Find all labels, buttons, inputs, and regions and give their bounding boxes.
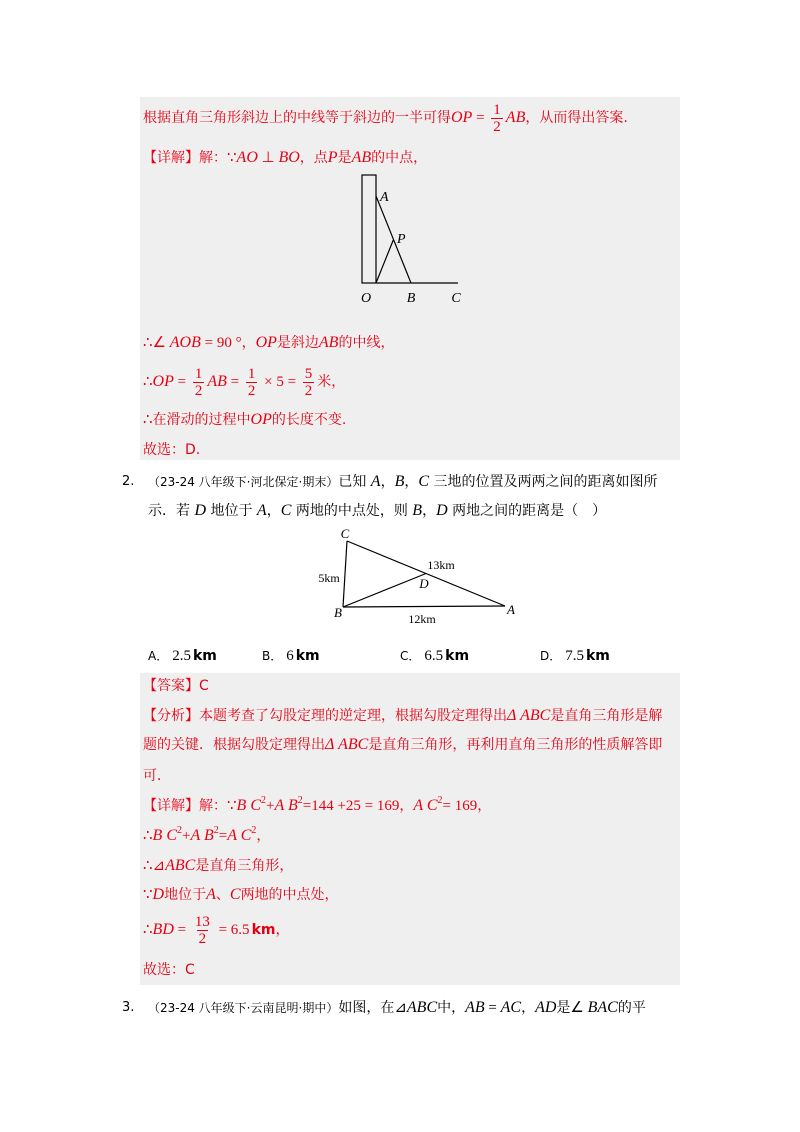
point-label-b: B	[334, 605, 342, 620]
math-symbol: ∵	[227, 798, 237, 814]
text-run: 故选：D.	[143, 442, 201, 458]
detail-line	[143, 855, 293, 877]
option-value: 6.5	[424, 648, 444, 664]
question-text-line	[148, 500, 606, 522]
text-run: 故选：C	[143, 962, 195, 978]
math-symbol: =	[472, 110, 489, 126]
math-symbol: × 5 =	[260, 374, 300, 390]
math-variable: C	[229, 886, 241, 903]
text-run: 的中线，	[338, 335, 395, 351]
text-run: 是直角三角形，再利用直角三角形的性质解答即	[368, 737, 663, 753]
length-label-ab: 12km	[408, 612, 436, 626]
fraction-denominator: 2	[198, 930, 207, 947]
point-label-a: A	[380, 190, 389, 205]
math-variable: Δ ABC	[507, 707, 551, 724]
math-variable: A B	[190, 827, 214, 844]
math-variable: A C	[413, 797, 438, 814]
text-run: ，	[380, 474, 395, 490]
detail-line	[143, 825, 270, 847]
superscript: 2	[251, 825, 257, 836]
option-label: C．	[400, 649, 421, 663]
answer-choice-line	[143, 959, 195, 981]
math-variable: AB	[207, 373, 227, 390]
text-run: 已知	[338, 474, 371, 490]
fraction	[491, 102, 503, 135]
side-ab	[343, 606, 505, 607]
text-run: 、	[215, 887, 230, 903]
math-symbol: =	[226, 374, 243, 390]
text-run: ，	[399, 798, 414, 814]
text-run: 是直角三角形，	[195, 858, 294, 874]
detail-line	[143, 884, 339, 906]
text-run: ，	[422, 503, 437, 519]
fraction-denominator: 2	[304, 382, 313, 399]
math-symbol: +	[266, 798, 275, 814]
wall	[362, 175, 376, 283]
math-variable: BAC	[587, 999, 618, 1016]
math-symbol: ⊥	[257, 150, 279, 166]
math-symbol: = 169	[442, 798, 478, 814]
math-symbol: = 90 °	[200, 335, 242, 351]
analysis-line	[143, 98, 628, 138]
point-label-c: C	[451, 291, 461, 306]
text-run: 在滑动的过程中	[152, 412, 251, 428]
math-symbol: =144 +25 = 169	[302, 798, 400, 814]
option-a	[148, 645, 217, 667]
question-number: 2.	[122, 474, 135, 489]
math-variable: OP	[152, 373, 174, 390]
math-variable: OP	[451, 109, 473, 126]
fraction-denominator: 2	[493, 118, 501, 135]
math-variable: AO	[236, 149, 258, 166]
text-run: ，从而得出答案.	[525, 110, 628, 126]
fraction	[193, 914, 212, 947]
text-run: ，	[521, 1000, 536, 1016]
math-symbol: ∴	[143, 828, 153, 844]
text-run: 是	[556, 1000, 571, 1016]
math-symbol: =	[484, 1000, 501, 1016]
math-symbol: +	[182, 828, 191, 844]
option-value: 7.5	[565, 648, 584, 664]
math-variable: AD	[535, 999, 557, 1016]
math-symbol: = 6.5	[214, 922, 250, 938]
text-run: ，	[266, 503, 281, 519]
math-variable: AC	[500, 999, 522, 1016]
superscript: 2	[437, 795, 443, 806]
analysis-line	[143, 765, 171, 787]
math-variable: OP	[255, 334, 277, 351]
segment-bd	[343, 574, 426, 608]
text-run: ，	[275, 922, 290, 938]
math-symbol: ∵	[227, 150, 237, 166]
text-run: 的平	[617, 1000, 646, 1016]
option-unit: km	[295, 648, 320, 664]
math-symbol: =	[218, 828, 228, 844]
math-symbol: ∴	[143, 922, 153, 938]
option-value: 2.5	[172, 648, 191, 664]
math-variable: B	[412, 502, 423, 519]
math-symbol: ∵	[143, 887, 153, 903]
segment-op	[376, 240, 394, 284]
detail-line	[143, 910, 289, 950]
math-variable: AB	[318, 334, 339, 351]
point-label-d: D	[419, 576, 429, 591]
math-variable: A	[370, 473, 381, 490]
unit-label: km	[251, 922, 276, 938]
point-label-b: B	[406, 291, 416, 306]
text-run: 【答案】C	[143, 678, 209, 694]
option-unit: km	[445, 648, 470, 664]
math-variable: A C	[227, 827, 252, 844]
source-note: （23-24 八年级下·河北保定·期末）	[148, 475, 339, 489]
option-label: A．	[148, 649, 169, 663]
text-run: 【详解】解：	[143, 150, 227, 166]
math-symbol: =	[173, 922, 190, 938]
option-b	[262, 645, 320, 667]
text-run: 两地之间的距离是（ ）	[447, 503, 607, 519]
fraction-numerator: 5	[304, 365, 313, 382]
source-note: （23-24 八年级下·云南昆明·期中）	[148, 1001, 339, 1015]
math-variable: A B	[274, 797, 298, 814]
text-run: ，	[256, 828, 271, 844]
math-symbol: ∴∠	[143, 335, 170, 351]
point-label-p: P	[397, 232, 406, 247]
option-value: 6	[286, 648, 294, 664]
option-d	[540, 645, 610, 667]
fraction-denominator: 2	[247, 382, 256, 399]
fraction-denominator: 2	[194, 382, 203, 399]
math-variable: AB	[465, 999, 485, 1016]
math-symbol: ∴	[143, 412, 153, 428]
answer-line	[143, 675, 209, 697]
option-unit: km	[586, 648, 610, 664]
fraction-numerator: 1	[194, 365, 203, 382]
fraction	[246, 366, 258, 399]
math-variable: D	[152, 886, 165, 903]
math-variable: A	[256, 502, 267, 519]
text-run: ，	[404, 474, 419, 490]
math-symbol: ⊿	[394, 1000, 407, 1016]
analysis-line	[143, 734, 662, 756]
text-run: 米，	[317, 374, 346, 390]
math-variable: B	[394, 473, 405, 490]
math-symbol: ∴	[143, 374, 153, 390]
answer-choice-line	[143, 439, 200, 461]
text-run: 【详解】解：	[143, 798, 227, 814]
superscript: 2	[261, 795, 266, 806]
fraction-numerator: 1	[493, 101, 501, 118]
detail-line	[143, 795, 491, 817]
ladder-figure	[340, 170, 480, 310]
text-run: 示．若	[148, 503, 195, 519]
fraction-numerator: 13	[194, 913, 210, 930]
point-label-a: A	[507, 602, 515, 617]
question-text-line	[148, 471, 657, 493]
text-run: 地位于	[206, 503, 257, 519]
math-variable: D	[194, 502, 207, 519]
text-run: 中，	[437, 1000, 466, 1016]
fraction	[303, 366, 315, 399]
superscript: 2	[213, 825, 219, 836]
math-variable: C	[418, 473, 430, 490]
superscript: 2	[177, 825, 182, 836]
math-symbol: ∴⊿	[143, 858, 166, 874]
text-run: ，	[477, 798, 492, 814]
text-run: 三地的位置及两两之间的距离如图所	[429, 474, 658, 490]
math-variable: BD	[152, 921, 174, 938]
question-text-line	[148, 997, 646, 1019]
math-variable: OP	[250, 411, 272, 428]
math-variable: Δ ABC	[325, 736, 369, 753]
math-variable: A	[206, 886, 216, 903]
length-label-ac: 13km	[427, 558, 455, 572]
math-variable: D	[436, 502, 448, 519]
math-symbol: ∠	[570, 1000, 588, 1016]
detail-line	[143, 147, 427, 169]
text-run: 题的关键．根据勾股定理得出	[143, 737, 325, 753]
text-run: 地位于	[164, 887, 207, 903]
text-run: 是	[337, 150, 352, 166]
point-label-o: O	[360, 291, 372, 306]
detail-line	[143, 409, 346, 431]
text-run: 是斜边	[276, 335, 319, 351]
text-run: 两地的中点处，则	[291, 503, 413, 519]
option-c	[400, 645, 469, 667]
math-variable: B C	[152, 827, 177, 844]
math-variable: AOB	[169, 334, 201, 351]
text-run: ，点	[299, 150, 328, 166]
option-unit: km	[192, 648, 217, 664]
side-bc	[343, 541, 347, 607]
text-run: 根据直角三角形斜边上的中线等于斜边的一半可得	[143, 110, 451, 126]
text-run: 如图，在	[338, 1000, 395, 1016]
text-run: 是直角三角形是解	[550, 708, 663, 724]
analysis-line	[143, 705, 662, 727]
detail-line	[143, 332, 394, 354]
triangle-figure	[300, 525, 530, 630]
length-label-bc: 5km	[318, 571, 340, 585]
text-run: ，	[241, 335, 256, 351]
option-label: B．	[262, 649, 283, 663]
point-label-c: C	[340, 526, 350, 541]
math-variable: C	[280, 502, 292, 519]
math-variable: BO	[278, 149, 300, 166]
text-run: 的中点，	[371, 150, 428, 166]
math-variable: B C	[236, 797, 261, 814]
math-symbol: =	[173, 374, 190, 390]
detail-line	[143, 362, 345, 402]
math-variable: ABC	[165, 857, 196, 874]
superscript: 2	[297, 795, 303, 806]
fraction	[193, 366, 205, 399]
option-label: D．	[540, 649, 562, 663]
math-variable: ABC	[406, 999, 438, 1016]
text-run: 可．	[143, 768, 171, 784]
math-variable: AB	[505, 109, 526, 126]
text-run: 【分析】本题考查了勾股定理的逆定理，根据勾股定理得出	[143, 708, 507, 724]
fraction-numerator: 1	[247, 365, 256, 382]
text-run: 的长度不变.	[271, 412, 347, 428]
math-variable: AB	[351, 149, 372, 166]
text-run: 两地的中点处，	[240, 887, 339, 903]
question-number: 3.	[122, 1000, 135, 1015]
math-variable: P	[327, 149, 338, 166]
